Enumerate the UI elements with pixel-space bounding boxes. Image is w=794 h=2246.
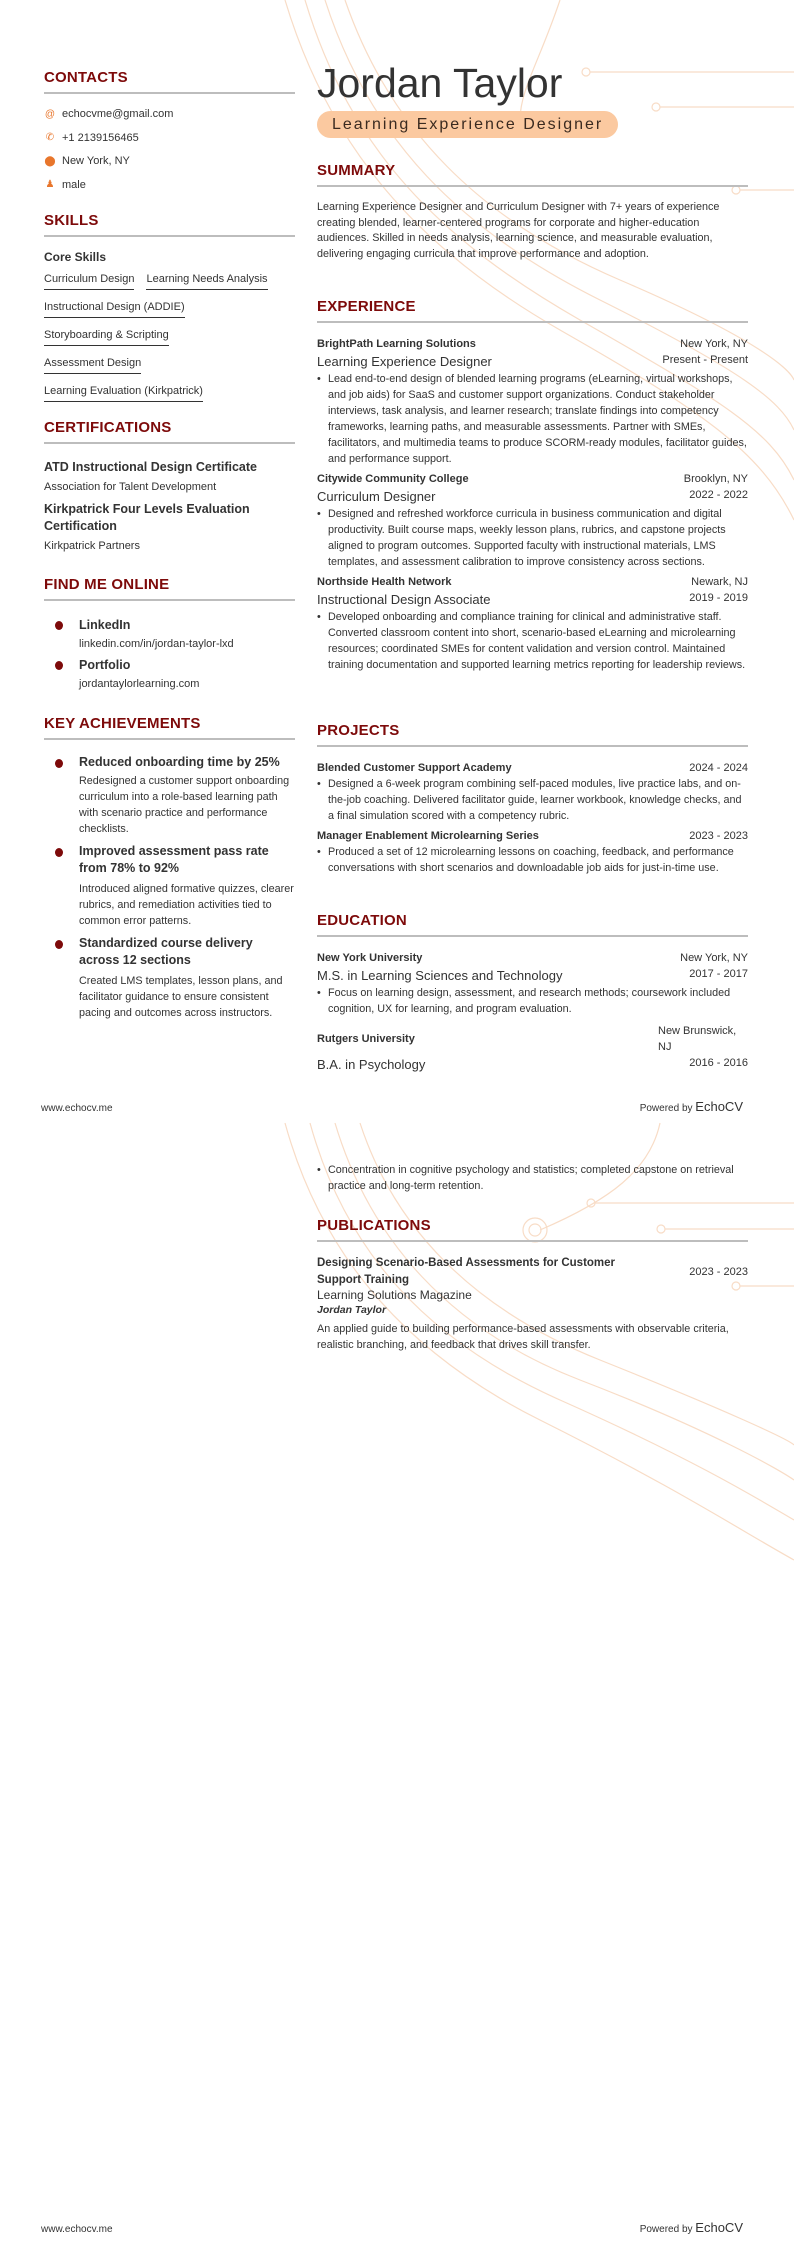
job-dates: Present - Present — [662, 354, 748, 366]
job-location: Newark, NJ — [691, 576, 748, 588]
gender-text: male — [62, 178, 86, 191]
divider — [44, 738, 295, 740]
link-url[interactable]: jordantaylorlearning.com — [79, 678, 200, 690]
company-name: Citywide Community College — [317, 473, 469, 485]
project-item — [317, 760, 748, 824]
company-name: Northside Health Network — [317, 576, 452, 588]
section-heading: SUMMARY — [317, 162, 396, 179]
achievement-desc: Redesigned a customer support onboarding curriculum into a role-based learning path with scenario practice and performance checklists. — [79, 775, 290, 835]
achievement-item — [44, 754, 295, 837]
job-location: Brooklyn, NY — [683, 473, 748, 485]
project-item — [317, 828, 748, 876]
divider — [317, 935, 748, 937]
link-label: LinkedIn — [79, 618, 131, 632]
publication-title: Designing Scenario-Based Assessments for Customer Support Training — [317, 1257, 616, 1286]
job-title-badge: Learning Experience Designer — [317, 111, 618, 138]
job-bullet: • Lead end-to-end design of blended learning programs (eLearning, virtual workshops, and job aids) for SaaS and customer support organizations. Conduct stakeholder interviews, task analysis, and learner research; translate findings into competency frameworks, learning paths, and measurable assessments. Partner with SMEs, facilitators, and multimedia teams to produce SCORM-ready modules, facilitator guides, and performance support. — [317, 371, 748, 467]
contact-location — [44, 153, 295, 169]
achievement-desc: Introduced aligned formative quizzes, clearer rubrics, and remediation activities tied to common error patterns. — [79, 883, 294, 927]
degree: M.S. in Learning Sciences and Technology — [317, 968, 563, 983]
bullet-dot-icon — [55, 661, 63, 670]
skill-tag: Instructional Design (ADDIE) — [44, 301, 185, 318]
project-name: Blended Customer Support Academy — [317, 762, 512, 774]
certifications-section — [44, 419, 295, 554]
achievement-item — [44, 935, 295, 1021]
company-name: BrightPath Learning Solutions — [317, 338, 476, 350]
experience-section — [317, 298, 748, 673]
achievement-desc: Created LMS templates, lesson plans, and facilitator guidance to ensure consistent pacing and outcomes across instructors. — [79, 975, 283, 1019]
experience-item — [317, 471, 748, 570]
divider — [44, 92, 295, 94]
bullet-dot-icon — [55, 621, 63, 630]
section-heading: CERTIFICATIONS — [44, 419, 172, 436]
online-link-linkedin[interactable] — [44, 616, 295, 652]
certification-name: ATD Instructional Design Certificate — [44, 460, 257, 474]
divider — [317, 745, 748, 747]
location-pin-icon: ⬤ — [44, 155, 56, 167]
section-heading: EDUCATION — [317, 912, 407, 929]
divider — [317, 1240, 748, 1242]
education-section — [317, 912, 748, 1074]
certification-org: Association for Talent Development — [44, 481, 217, 493]
school-location: New York, NY — [680, 952, 748, 964]
link-url[interactable]: linkedin.com/in/jordan-taylor-lxd — [79, 638, 234, 650]
certification-item — [44, 501, 295, 554]
achievement-title: Reduced onboarding time by 25% — [79, 755, 280, 769]
publication-item — [317, 1255, 748, 1353]
project-dates: 2023 - 2023 — [689, 830, 748, 842]
footer-site-link[interactable]: www.echocv.me — [41, 1103, 113, 1114]
education-dates: 2016 - 2016 — [689, 1057, 748, 1069]
contact-gender — [44, 177, 295, 193]
publication-publisher: Learning Solutions Magazine — [317, 1288, 472, 1302]
education-bullet: • Focus on learning design, assessment, and research methods; coursework included cognition, UX for learning, and program evaluation. — [317, 985, 748, 1017]
job-bullet: • Developed onboarding and compliance training for clinical and administrative staff. Converted classroom content into short, scenario-based eLearning and microlearning resources; coordinated SMEs for content validation and version control. Maintained training documentation and supported learning metrics reporting for leadership reviews. — [317, 609, 748, 673]
education-dates: 2017 - 2017 — [689, 968, 748, 980]
divider — [317, 185, 748, 187]
publication-dates: 2023 - 2023 — [689, 1265, 748, 1278]
contact-phone[interactable] — [44, 130, 295, 146]
email-text: echocvme@gmail.com — [62, 108, 174, 120]
project-dates: 2024 - 2024 — [689, 762, 748, 774]
education-item — [317, 950, 748, 1017]
school-location: New Brunswick, NJ — [658, 1025, 737, 1053]
skill-tag: Learning Needs Analysis — [146, 273, 267, 290]
job-bullet: • Designed and refreshed workforce curricula in business communication and digital productivity. Built course maps, weekly lesson plans, rubrics, and capstone projects aligned to program outcomes. Supported faculty with instructional materials, LMS templates, and assessment calibration to improve consistency across sections. — [317, 506, 748, 570]
publication-desc: An applied guide to building performance-based assessments with observable criteria, realistic branching, and feedback that drives skill transfer. — [317, 1323, 729, 1351]
divider — [44, 599, 295, 601]
skills-section — [44, 212, 295, 409]
projects-section — [317, 722, 748, 876]
location-text: New York, NY — [62, 155, 130, 167]
publication-author: Jordan Taylor — [317, 1304, 387, 1316]
section-heading: KEY ACHIEVEMENTS — [44, 715, 201, 732]
school-name: New York University — [317, 952, 423, 964]
project-bullet: • Designed a 6-week program combining self-paced modules, live practice labs, and on-the-job coaching. Delivered facilitator guide, learner workbook, knowledge checks, and a final simulation scored with a competency rubric. — [317, 776, 748, 824]
job-location: New York, NY — [680, 338, 748, 350]
section-heading: SKILLS — [44, 212, 99, 229]
find-me-online-section — [44, 576, 295, 692]
section-heading: PUBLICATIONS — [317, 1217, 431, 1234]
job-role: Learning Experience Designer — [317, 354, 492, 369]
experience-item — [317, 336, 748, 467]
key-achievements-section — [44, 715, 295, 1021]
contact-email[interactable] — [44, 106, 295, 122]
phone-icon: ✆ — [45, 132, 55, 143]
experience-item — [317, 574, 748, 673]
link-label: Portfolio — [79, 658, 131, 672]
certification-item — [44, 459, 295, 495]
divider — [44, 442, 295, 444]
footer-powered-by[interactable] — [640, 2220, 743, 2235]
brand-name: EchoCV — [695, 2220, 743, 2235]
section-heading: PROJECTS — [317, 722, 400, 739]
brand-name: EchoCV — [695, 1099, 743, 1114]
job-role: Curriculum Designer — [317, 489, 436, 504]
phone-text: +1 2139156465 — [62, 131, 139, 144]
project-name: Manager Enablement Microlearning Series — [317, 830, 539, 842]
skills-list — [44, 269, 295, 409]
online-link-portfolio[interactable] — [44, 656, 295, 692]
footer-powered-by[interactable] — [640, 1099, 743, 1114]
candidate-name: Jordan Taylor — [317, 60, 563, 106]
header — [317, 58, 748, 138]
skill-tag: Curriculum Design — [44, 273, 134, 290]
skills-group-title: Core Skills — [44, 250, 107, 264]
powered-by-text: Powered by — [639, 1103, 693, 1114]
certification-org: Kirkpatrick Partners — [44, 540, 140, 552]
summary-text: Learning Experience Designer and Curriculum Designer with 7+ years of experience creating blended, learner-centered programs for corporate and higher-education audiences. Skilled in needs analysis, learning science, and measurable evaluation, delivering engaging curricula that improve performance and adoption. — [317, 201, 720, 260]
section-heading: CONTACTS — [44, 69, 128, 86]
school-name: Rutgers University — [317, 1033, 415, 1045]
project-bullet: • Produced a set of 12 microlearning lessons on coaching, feedback, and performance conversations with short scenarios and downloadable job aids for just-in-time use. — [317, 844, 748, 876]
education-continued — [317, 1162, 748, 1194]
bullet-dot-icon — [55, 759, 63, 768]
section-heading: EXPERIENCE — [317, 298, 416, 315]
achievement-item — [44, 843, 295, 929]
contacts-section — [44, 69, 295, 200]
job-dates: 2019 - 2019 — [689, 592, 748, 604]
skill-tag: Learning Evaluation (Kirkpatrick) — [44, 385, 203, 402]
powered-by-text: Powered by — [639, 2224, 693, 2235]
bullet-dot-icon — [55, 848, 63, 857]
section-heading: FIND ME ONLINE — [44, 576, 170, 593]
job-role: Instructional Design Associate — [317, 592, 491, 607]
at-icon: @ — [44, 108, 56, 120]
summary-section — [317, 162, 748, 262]
publications-section — [317, 1217, 748, 1353]
divider — [317, 321, 748, 323]
achievement-title: Standardized course delivery across 12 sections — [79, 936, 253, 967]
education-bullet: • Concentration in cognitive psychology and statistics; completed capstone on retrieval practice and long-term retention. — [317, 1162, 748, 1194]
skill-tag: Storyboarding & Scripting — [44, 329, 169, 346]
education-item — [317, 1023, 748, 1074]
skill-tag: Assessment Design — [44, 357, 141, 374]
divider — [44, 235, 295, 237]
footer-site-link[interactable]: www.echocv.me — [41, 2224, 113, 2235]
certification-name: Kirkpatrick Four Levels Evaluation Certification — [44, 502, 250, 533]
job-dates: 2022 - 2022 — [689, 489, 748, 501]
degree: B.A. in Psychology — [317, 1057, 426, 1072]
person-icon: ♟ — [45, 179, 55, 190]
bullet-dot-icon — [55, 940, 63, 949]
achievement-title: Improved assessment pass rate from 78% to 92% — [79, 844, 269, 875]
